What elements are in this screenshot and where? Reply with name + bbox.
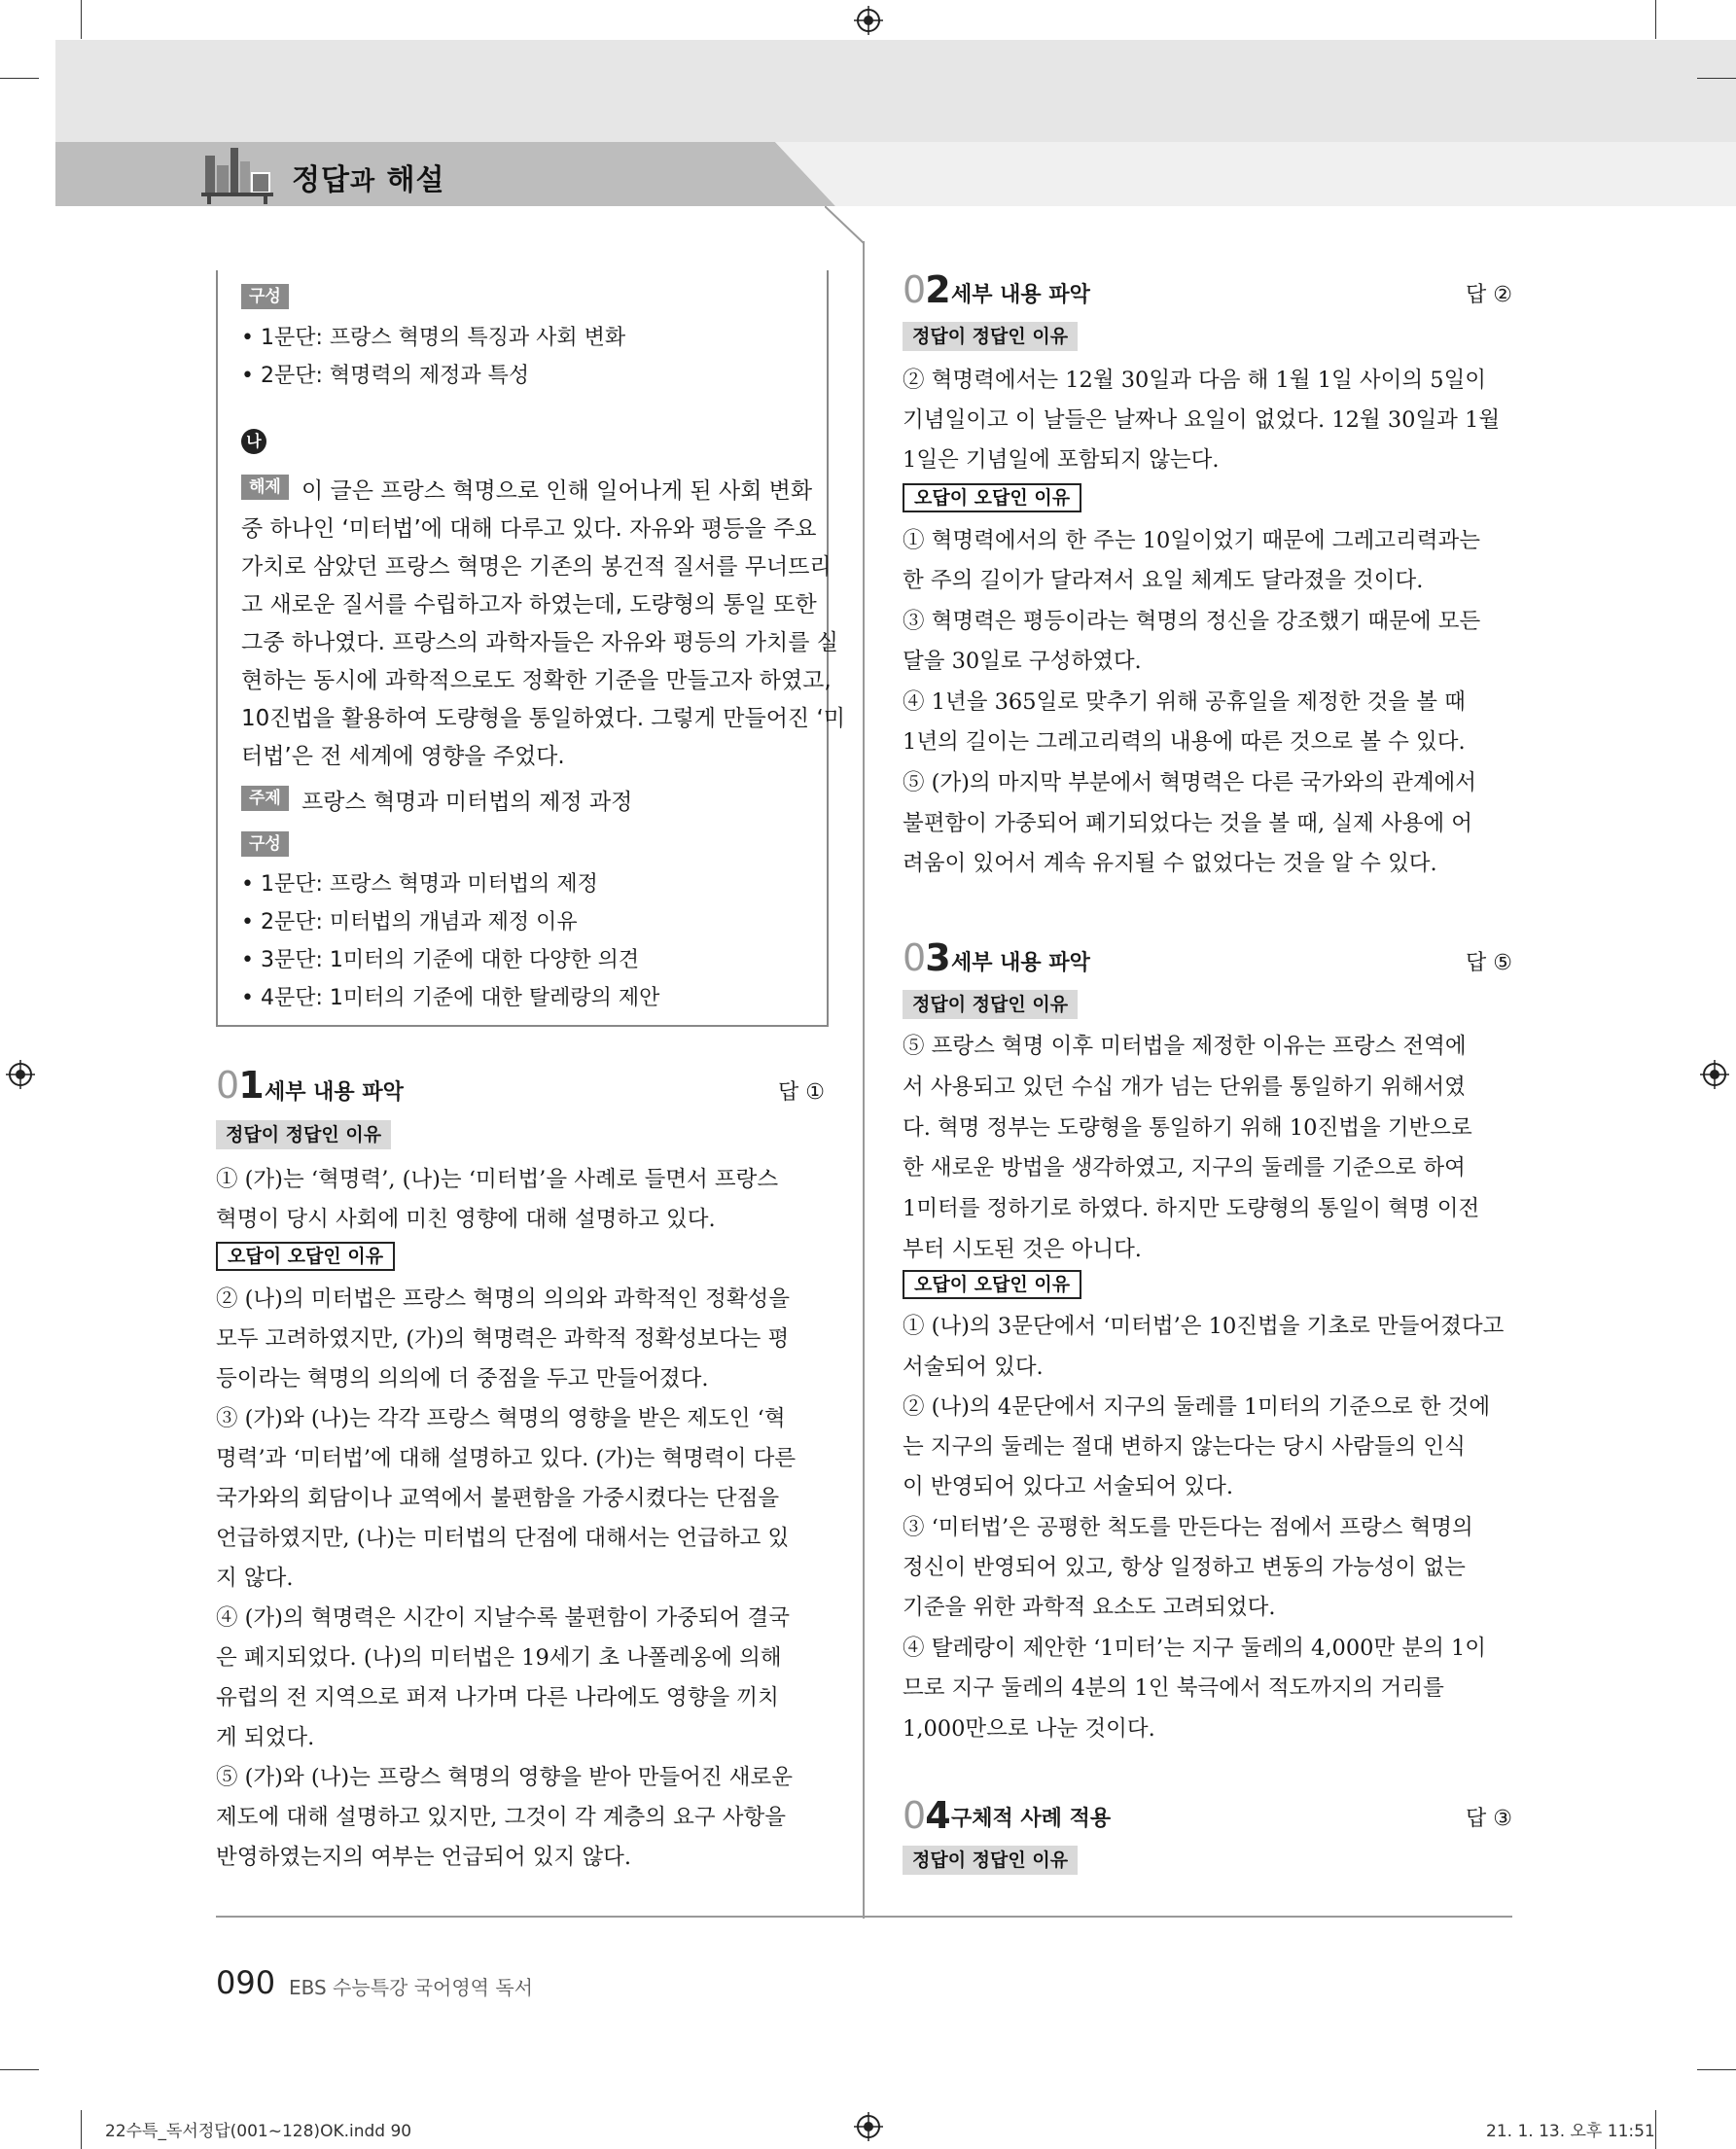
book-title: EBS 수능특강 국어영역 독서 (289, 1976, 533, 1999)
summary-line: 그중 하나였다. 프랑스의 과학자들은 자유와 평등의 가치를 실 (241, 630, 838, 655)
structure-item: • 1문단: 프랑스 혁명의 특징과 사회 변화 (241, 326, 626, 350)
crop-mark (1697, 78, 1736, 79)
explanation-line: 등이라는 혁명의 의의에 더 중점을 두고 만들어졌다. (216, 1366, 709, 1392)
wrong-reason-tag: 오답이 오답인 이유 (216, 1242, 395, 1271)
explanation-line: 기준을 위한 과학적 요소도 고려되었다. (903, 1595, 1276, 1620)
explanation-line: ① 혁명력에서의 한 주는 10일이었기 때문에 그레고리력과는 (903, 528, 1480, 553)
correct-reason-tag: 정답이 정답인 이유 (216, 1120, 391, 1149)
explanation-line: ② (나)의 미터법은 프랑스 혁명의 의의와 과학적인 정확성을 (216, 1286, 791, 1312)
explanation-line: ④ 탈레랑이 제안한 ‘1미터’는 지구 둘레의 4,000만 분의 1이 (903, 1636, 1487, 1661)
explanation-line: 1미터를 정하기로 하였다. 하지만 도량형의 통일이 혁명 이전 (903, 1196, 1480, 1221)
structure-item: • 1문단: 프랑스 혁명과 미터법의 제정 (241, 872, 598, 897)
explanation-line: 모두 고려하였지만, (가)의 혁명력은 과학적 정확성보다는 평 (216, 1326, 790, 1352)
explanation-line: ③ 혁명력은 평등이라는 혁명의 정신을 강조했기 때문에 모든 (903, 609, 1481, 634)
explanation-line: 국가와의 회담이나 교역에서 불편함을 가중시켰다는 단점을 (216, 1486, 780, 1511)
structure-tag-2: 구성 (241, 831, 289, 857)
explanation-line: 혁명이 당시 사회에 미친 영향에 대해 설명하고 있다. (216, 1207, 716, 1232)
explanation-line: ① (나)의 3문단에서 ‘미터법’은 10진법을 기초로 만들어졌다고 (903, 1314, 1505, 1339)
explanation-line: 달을 30일로 구성하였다. (903, 649, 1142, 674)
crop-mark (1655, 2110, 1656, 2149)
summary-line: 이 글은 프랑스 혁명으로 인해 일어나게 된 사회 변화 (301, 478, 813, 504)
question-title: 구체적 사례 적용 (951, 1807, 1112, 1831)
theme-text: 프랑스 혁명과 미터법의 제정 과정 (301, 790, 633, 815)
question-number: 02 (903, 268, 950, 311)
correct-reason-tag: 정답이 정답인 이유 (903, 990, 1078, 1019)
explanation-line: 한 새로운 방법을 생각하였고, 지구의 둘레를 기준으로 하여 (903, 1155, 1466, 1180)
explanation-line: 부터 시도된 것은 아니다. (903, 1237, 1142, 1262)
slug-filename: 22수특_독서정답(001~128)OK.indd 90 (105, 2122, 412, 2141)
correct-reason-tag: 정답이 정답인 이유 (903, 322, 1078, 351)
header-diagonal (825, 206, 866, 245)
crop-mark (81, 2110, 82, 2149)
structure-item: • 2문단: 혁명력의 제정과 특성 (241, 364, 530, 388)
summary-line: 가치로 삼았던 프랑스 혁명은 기존의 봉건적 질서를 무너뜨리 (241, 554, 832, 580)
explanation-line: ⑤ 프랑스 혁명 이후 미터법을 제정한 이유는 프랑스 전역에 (903, 1034, 1467, 1059)
books-icon (199, 142, 277, 206)
page-number: 090 (216, 1964, 276, 2001)
explanation-line: ③ ‘미터법’은 공평한 척도를 만든다는 점에서 프랑스 혁명의 (903, 1515, 1473, 1540)
registration-mark-icon (854, 2112, 883, 2141)
explanation-line: 은 폐지되었다. (나)의 미터법은 19세기 초 나폴레옹에 의해 (216, 1645, 782, 1671)
explanation-line: 서 사용되고 있던 수십 개가 넘는 단위를 통일하기 위해서였 (903, 1074, 1466, 1100)
explanation-line: ② 혁명력에서는 12월 30일과 다음 해 1월 1일 사이의 5일이 (903, 368, 1487, 393)
explanation-line: 언급하였지만, (나)는 미터법의 단점에 대해서는 언급하고 있 (216, 1526, 790, 1551)
column-divider (863, 241, 865, 1919)
explanation-line: 한 주의 길이가 달라져서 요일 체계도 달라졌을 것이다. (903, 568, 1424, 593)
explanation-line: 이 반영되어 있다고 서술되어 있다. (903, 1474, 1234, 1499)
structure-item: • 3문단: 1미터의 기준에 대한 다양한 의견 (241, 948, 640, 972)
explanation-line: 제도에 대해 설명하고 있지만, 그것이 각 계층의 요구 사항을 (216, 1805, 787, 1830)
explanation-line: 유럽의 전 지역으로 퍼져 나가며 다른 나라에도 영향을 끼치 (216, 1685, 779, 1710)
registration-mark-icon (854, 6, 883, 35)
question-answer: 답 ⑤ (1466, 951, 1512, 975)
summary-line: 10진법을 활용하여 도량형을 통일하였다. 그렇게 만들어진 ‘미 (241, 706, 845, 731)
explanation-line: ④ 1년을 365일로 맞추기 위해 공휴일을 제정한 것을 볼 때 (903, 689, 1466, 715)
explanation-line: 다. 혁명 정부는 도량형을 통일하기 위해 10진법을 기반으로 (903, 1115, 1472, 1141)
slug-timestamp: 21. 1. 13. 오후 11:51 (1486, 2122, 1655, 2141)
explanation-line: 기념일이고 이 날들은 날짜나 요일이 없었다. 12월 30일과 1월 (903, 407, 1501, 433)
question-answer: 답 ② (1466, 283, 1512, 307)
explanation-line: 게 되었다. (216, 1725, 315, 1750)
explanation-line: ③ (가)와 (나)는 각각 프랑스 혁명의 영향을 받은 제도인 ‘혁 (216, 1406, 786, 1431)
explanation-line: 서술되어 있다. (903, 1355, 1044, 1380)
theme-tag: 주제 (241, 786, 289, 811)
explanation-line: 1,000만으로 나눈 것이다. (903, 1716, 1155, 1742)
explanation-line: 1일은 기념일에 포함되지 않는다. (903, 447, 1220, 473)
crop-mark (1655, 0, 1656, 39)
question-answer: 답 ③ (1466, 1807, 1512, 1831)
explanation-line: 려움이 있어서 계속 유지될 수 없었다는 것을 알 수 있다. (903, 851, 1437, 876)
summary-line: 고 새로운 질서를 수립하고자 하였는데, 도량형의 통일 또한 (241, 592, 817, 617)
explanation-line: 지 않다. (216, 1566, 294, 1591)
question-answer: 답 ① (778, 1080, 825, 1105)
question-number: 04 (903, 1794, 950, 1837)
passage-marker: 나 (241, 429, 266, 454)
registration-mark-icon (1700, 1060, 1729, 1089)
explanation-line: ① (가)는 ‘혁명력’, (나)는 ‘미터법’을 사례로 들면서 프랑스 (216, 1167, 779, 1192)
crop-mark (81, 0, 82, 39)
explanation-line: ⑤ (가)와 (나)는 프랑스 혁명의 영향을 받아 만들어진 새로운 (216, 1765, 793, 1790)
wrong-reason-tag: 오답이 오답인 이유 (903, 483, 1081, 512)
question-title: 세부 내용 파악 (951, 283, 1090, 307)
explanation-line: 는 지구의 둘레는 절대 변하지 않는다는 당시 사람들의 인식 (903, 1434, 1466, 1460)
registration-mark-icon (6, 1060, 35, 1089)
structure-item: • 2문단: 미터법의 개념과 제정 이유 (241, 910, 578, 934)
structure-tag-1: 구성 (241, 284, 289, 309)
question-number: 01 (216, 1064, 264, 1107)
correct-reason-tag: 정답이 정답인 이유 (903, 1846, 1078, 1875)
header-band (55, 40, 1736, 142)
question-title: 세부 내용 파악 (265, 1080, 404, 1105)
question-title: 세부 내용 파악 (951, 951, 1090, 975)
explanation-line: 므로 지구 둘레의 4분의 1인 북극에서 적도까지의 거리를 (903, 1675, 1444, 1701)
explanation-line: 명력’과 ‘미터법’에 대해 설명하고 있다. (가)는 혁명력이 다른 (216, 1446, 797, 1471)
explanation-line: ⑤ (가)의 마지막 부분에서 혁명력은 다른 국가와의 관계에서 (903, 770, 1477, 795)
wrong-reason-tag: 오답이 오답인 이유 (903, 1270, 1081, 1299)
crop-mark (0, 78, 39, 79)
explanation-line: 1년의 길이는 그레고리력의 내용에 따른 것으로 볼 수 있다. (903, 729, 1466, 755)
structure-item: • 4문단: 1미터의 기준에 대한 탈레랑의 제안 (241, 986, 660, 1010)
summary-line: 현하는 동시에 과학적으로도 정확한 기준을 만들고자 하였고, (241, 668, 832, 693)
crop-mark (0, 2069, 39, 2070)
explanation-line: ④ (가)의 혁명력은 시간이 지날수록 불편함이 가중되어 결국 (216, 1605, 791, 1631)
bottom-rule (216, 1916, 1512, 1918)
page-heading: 정답과 해설 (292, 163, 445, 197)
question-number: 03 (903, 936, 950, 979)
explanation-line: ② (나)의 4문단에서 지구의 둘레를 1미터의 기준으로 한 것에 (903, 1394, 1491, 1420)
crop-mark (1697, 2069, 1736, 2070)
explanation-line: 불편함이 가중되어 폐기되었다는 것을 볼 때, 실제 사용에 어 (903, 811, 1473, 836)
explanation-line: 반영하였는지의 여부는 언급되어 있지 않다. (216, 1845, 631, 1870)
summary-tag: 해제 (241, 475, 289, 500)
summary-line: 중 하나인 ‘미터법’에 대해 다루고 있다. 자유와 평등을 주요 (241, 516, 817, 542)
summary-line: 터법’은 전 세계에 영향을 주었다. (241, 744, 565, 769)
explanation-line: 정신이 반영되어 있고, 항상 일정하고 변동의 가능성이 없는 (903, 1555, 1466, 1580)
